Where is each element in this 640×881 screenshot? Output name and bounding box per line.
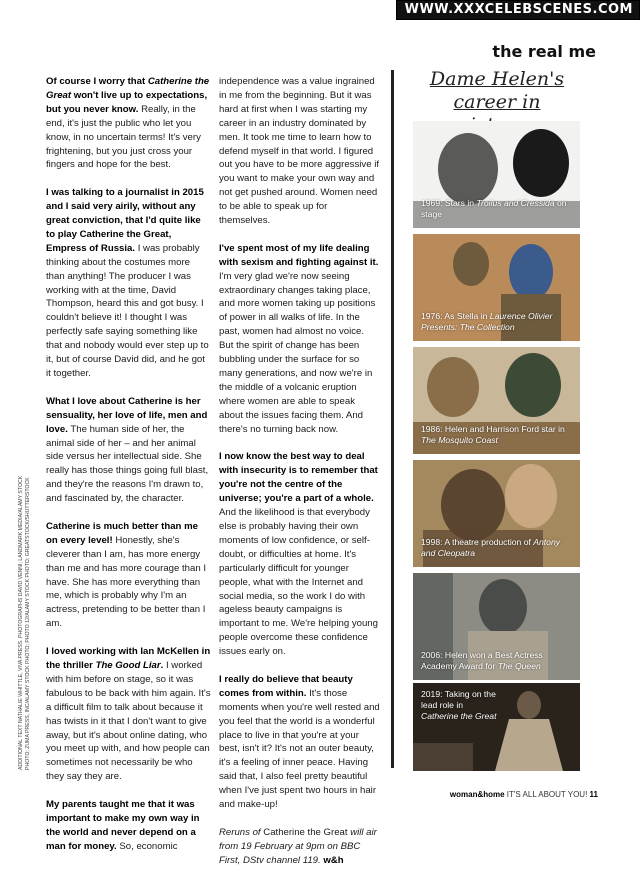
photo-caption: 1969: Stars in Troilus and Cressida on stage xyxy=(421,198,567,219)
career-photo xyxy=(413,460,580,567)
photo-caption: 2019: Taking on the lead role in Catherine the Great xyxy=(421,689,497,721)
photo-caption: 1998: A theatre production of Antony and Cleopatra xyxy=(421,537,561,558)
photo-caption: 1986: Helen and Harrison Ford star in The Mosquito Coast xyxy=(421,424,565,445)
sign-off: w&h xyxy=(323,854,344,866)
paragraph: My parents taught me that it was important to make my own way in the world and never depend on a man for money. So, economic xyxy=(46,799,200,852)
photo-caption: 1976: As Stella in Laurence Olivier Presents: The Collection xyxy=(421,311,553,332)
career-photo xyxy=(413,121,580,228)
paragraph: I was talking to a journalist in 2015 and I said very airily, without any great conviction, that I'd quite like to play Catherine the Great, Empress of Russia. I was probably thinking about the costumes more than anything! The producer I was working with at the time, David Thompson, heard this and got busy. I couldn't believe it! I thought I was perfectly safe saying something like that and nobody would ever step up to it, but of course David did, and he got it together. xyxy=(46,187,209,380)
credits-line-1: ADDITIONAL TEXT NATHALIE WHITTLE, VIVA PRESS. PHOTOGRAPHS DAVID VENNI; LANDMARK MEDIA/ALAMY STOCK xyxy=(18,475,24,770)
paragraph: independence was a value ingrained in me from the beginning. But it was hard at first when I was starting my career in an industry dominated by men. It took me time to learn how to defend myself in that world. I figured out you have to be more aggressive if you want to make your own way and not get pushed around. Women need to be able to speak up for themselves. xyxy=(219,76,379,227)
career-title-line-2: career in xyxy=(453,91,541,113)
photo-caption: 2006: Helen won a Best Actress Academy Award for The Queen xyxy=(421,650,543,671)
career-photo xyxy=(413,683,580,790)
watermark: WWW.XXXCELEBSCENES.COM xyxy=(396,0,640,20)
section-title: the real me xyxy=(492,42,596,61)
career-photo xyxy=(413,573,580,680)
paragraph: I now know the best way to deal with insecurity is to remember that you're not the centre of the universe; you're a part of a whole. And the likelihood is that everybody else is probably having their own moments of low confidence, or self-doubt, or difficulties at home. It's particularly difficult for younger people, what with the Internet and social media, so the work I do with ageless beauty campaigns is important to me. We're helping young people overcome these confidence issues early on. xyxy=(219,451,378,658)
column-divider xyxy=(391,70,394,768)
article-column-2 xyxy=(219,75,381,881)
career-photo xyxy=(413,234,580,341)
air-date-note: Reruns of Catherine the Great will air from 19 February at 9pm on BBC First, DStv channel 119. w&h xyxy=(219,826,377,866)
career-title-line-1: Dame Helen's xyxy=(429,68,565,90)
paragraph: What I love about Catherine is her sensuality, her love of life, men and love. The human side of her, the animal side of her – and her animal side versus her intellectual side. She really has those things going full blast, and they're the reasons I'm drawn to, and fascinated by, the character. xyxy=(46,395,209,505)
page-footer: woman&home IT'S ALL ABOUT YOU! 11 xyxy=(449,790,598,799)
paragraph: I loved working with Ian McKellen in the thriller The Good Liar. I worked with him before on stage, so it was fabulous to be back with him again. It's a difficult film to talk about because it has twists in it that I don't want to give away, but it's about online dating, who you meet up with, and how people can sometimes not necessarily be who they say they are. xyxy=(46,646,211,783)
page-number: 11 xyxy=(589,790,598,799)
credits-line-2: PHOTO; ZUMA PRESS, INC/ALAMY STOCK PHOTO; PHOTO 12/ALAMY STOCK PHOTO; GREATSTOCK/SHUTTERSTOCK xyxy=(25,477,31,770)
photo-credits xyxy=(18,440,32,770)
paragraph: Of course I worry that Catherine the Great won't live up to expectations, but you never know. Really, in the end, it's just the public who let you know, in no uncertain terms! It's very frightening, but you just cross your fingers and hope for the best. xyxy=(46,76,210,171)
article-column-1 xyxy=(46,75,211,868)
career-photo xyxy=(413,347,580,454)
paragraph: I've spent most of my life dealing with sexism and fighting against it. I'm very glad we're now seeing extraordinary changes taking place, and more women taking up positions of power in all walks of life. In the past, women had almost no voice. But the spirit of change has been bubbling under the surface for so many generations, and now we're in the middle of a volcanic eruption where women are able to speak about the issues facing them. And there's no turning back now. xyxy=(219,242,379,435)
paragraph: I really do believe that beauty comes from within. It's those moments when you're well rested and you feel that the world is a wonderful place to live in that you're at your best, isn't it? It's not an outer beauty, it's a feeling of inner peace. Having said that, I also feel pretty beautiful when I've just spent two hours in hair and make-up! xyxy=(219,673,380,811)
paragraph: Catherine is much better than me on every level! Honestly, she's cleverer than I am, has more energy than me and has more courage than I have. She has more everything than me, which is probably why I'm an actress, pretending to be better than I am. xyxy=(46,520,206,630)
